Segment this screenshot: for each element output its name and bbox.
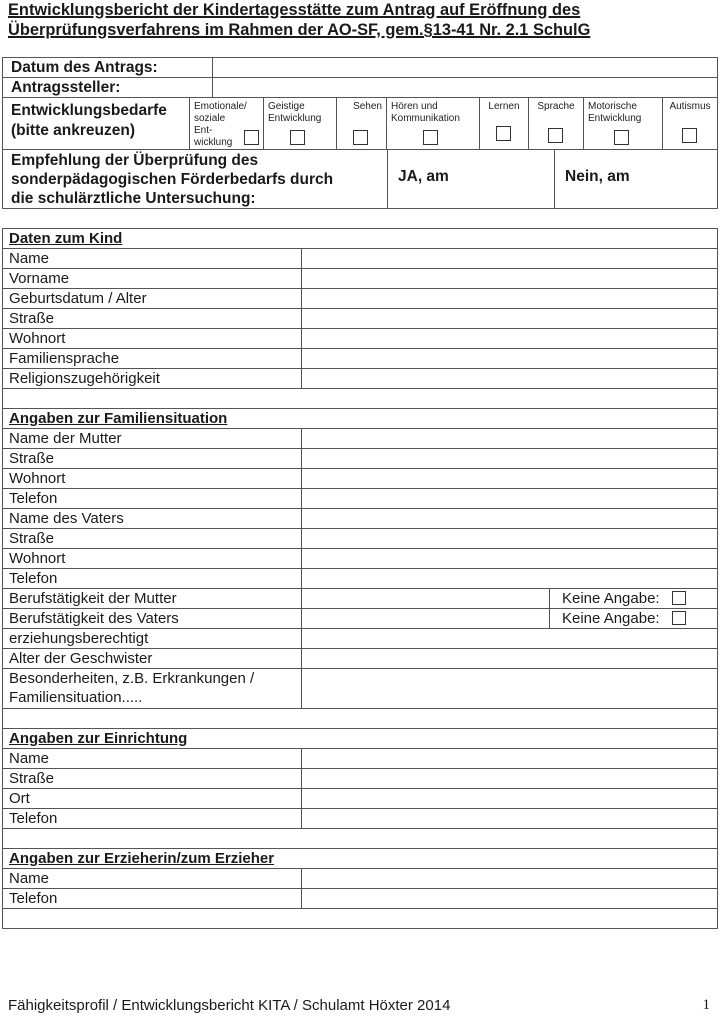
field-label: Name der Mutter [9,430,122,447]
application-header-table [2,57,718,209]
form-row [3,469,717,489]
form-row [3,529,717,549]
field-input[interactable] [301,669,717,708]
needs-label-line-1: Entwicklungsbedarfe [11,102,167,119]
form-row [3,489,717,509]
field-input[interactable] [301,489,717,508]
spacer-row [3,829,717,849]
section-heading: Angaben zur Einrichtung [9,730,188,747]
form-row [3,569,717,589]
field-label: Name des Vaters [9,510,124,527]
need-emotional-social [189,98,263,149]
checkbox-hearing-communication[interactable] [423,130,438,145]
recommendation-line-1: Empfehlung der Überprüfung des [11,152,259,169]
field-label: Name [9,870,50,887]
recommendation-line-2: sonderpädagogischen Förderbedarfs durch [11,171,334,188]
form-row [3,809,717,829]
need-label: Autismus [669,101,711,112]
keine-angabe-checkbox[interactable] [672,591,686,605]
form-row [3,749,717,769]
datum-label: Datum des Antrags: [11,59,158,76]
keine-angabe-label: Keine Angabe: [562,610,660,627]
field-label: Straße [9,770,55,787]
checkbox-vision[interactable] [353,130,368,145]
spacer-row [3,389,717,409]
field-input[interactable] [301,249,717,268]
recommendation-label [3,150,387,208]
page-number: 1 [702,997,710,1013]
need-language [528,98,583,149]
need-autism [662,98,717,149]
field-label: Wohnort [9,470,66,487]
field-input[interactable] [301,789,717,808]
section-heading-einrichtung [3,729,717,749]
needs-label-line-2: (bitte ankreuzen) [11,122,136,139]
form-row [3,769,717,789]
besonderheiten-line-2: Familiensituation..... [9,689,143,706]
need-label: Sehen [353,101,382,112]
document-title [8,0,590,40]
checkbox-motor[interactable] [614,130,629,145]
need-motor [583,98,662,149]
spacer-row [3,909,717,929]
field-label: Name [9,750,50,767]
form-row [3,269,717,289]
checkbox-cognitive[interactable] [290,130,305,145]
field-input[interactable] [301,629,717,648]
form-row [3,249,717,269]
row-recommendation [3,150,717,208]
form-row [3,869,717,889]
need-learning [479,98,528,149]
datum-field[interactable] [212,58,717,77]
section-heading-familie [3,409,717,429]
form-row [3,649,717,669]
antragsteller-label: Antragssteller: [11,79,121,96]
field-input[interactable] [301,889,717,908]
spacer-row [3,709,717,729]
row-antragsteller [3,78,717,98]
field-input[interactable] [301,769,717,788]
title-line-1: Entwicklungsbericht der Kindertagesstätte zum Antrag auf Eröffnung des [8,1,581,19]
need-label: Geistige Entwicklung [268,101,322,124]
field-input[interactable] [301,269,717,288]
need-label: Emotionale/ soziale Ent-wicklung [194,101,247,148]
field-input[interactable] [301,349,717,368]
field-input[interactable] [301,809,717,828]
field-input[interactable] [301,369,717,388]
field-input[interactable] [301,449,717,468]
form-row [3,289,717,309]
footer-text: Fähigkeitsprofil / Entwicklungsbericht KITA / Schulamt Höxter 2014 [8,997,451,1014]
field-input[interactable] [301,589,547,608]
field-label: Telefon [9,810,58,827]
field-input[interactable] [301,329,717,348]
field-label: Vorname [9,270,70,287]
form-row-besonderheiten [3,669,717,709]
form-row [3,349,717,369]
field-label: Religionszugehörigkeit [9,370,160,387]
need-label: Lernen [488,101,520,112]
keine-angabe-option [549,609,717,628]
field-label: Berufstätigkeit des Vaters [9,610,179,627]
checkbox-language[interactable] [548,128,563,143]
checkbox-emotional-social[interactable] [244,130,259,145]
form-row [3,449,717,469]
form-row [3,549,717,569]
field-input[interactable] [301,309,717,328]
field-input[interactable] [301,509,717,528]
form-row [3,369,717,389]
field-label: Familiensprache [9,350,120,367]
field-label: Wohnort [9,330,66,347]
antragsteller-field[interactable] [212,78,717,97]
form-row [3,329,717,349]
row-entwicklungsbedarfe [3,98,717,150]
field-input[interactable] [301,869,717,888]
keine-angabe-option [549,589,717,608]
title-line-2: Überprüfungsverfahrens im Rahmen der AO-SF, gem.§13-41 Nr. 2.1 SchulG [8,21,591,39]
need-label: Sprache [537,101,575,112]
field-input[interactable] [301,749,717,768]
form-row [3,509,717,529]
need-hearing-communication [386,98,479,149]
form-row [3,789,717,809]
keine-angabe-checkbox[interactable] [672,611,686,625]
recommendation-line-3: die schulärztliche Untersuchung: [11,190,256,207]
form-row [3,429,717,449]
field-label: Telefon [9,490,58,507]
field-label: erziehungsberechtigt [9,630,149,647]
recommendation-nein-field[interactable]: Nein, am [554,150,717,208]
field-input[interactable] [301,529,717,548]
section-heading: Daten zum Kind [9,230,123,247]
field-label [9,669,254,707]
checkbox-autism[interactable] [682,128,697,143]
field-label: Name [9,250,50,267]
form-row [3,309,717,329]
field-label: Berufstätigkeit der Mutter [9,590,177,607]
form-row [3,589,717,609]
field-label: Ort [9,790,30,807]
section-heading: Angaben zur Familiensituation [9,410,228,427]
field-label: Telefon [9,570,58,587]
field-input[interactable] [301,549,717,568]
field-label: Wohnort [9,550,66,567]
form-row [3,629,717,649]
need-label: Hören und Kommunikation [391,101,460,124]
field-input[interactable] [301,649,717,668]
besonderheiten-line-1: Besonderheiten, z.B. Erkrankungen / [9,670,255,687]
field-label: Telefon [9,890,58,907]
section-heading-erzieher [3,849,717,869]
section-heading: Angaben zur Erzieherin/zum Erzieher [9,850,275,867]
need-cognitive [263,98,336,149]
section-heading-kind [3,229,717,249]
field-input[interactable] [301,429,717,448]
needs-label [3,98,189,149]
field-input[interactable] [301,469,717,488]
field-input[interactable] [301,609,547,628]
need-label: Motorische Entwicklung [588,101,642,124]
child-data-form [2,228,718,929]
form-row [3,889,717,909]
field-label: Straße [9,530,55,547]
form-row [3,609,717,629]
row-datum [3,58,717,78]
keine-angabe-label: Keine Angabe: [562,590,660,607]
field-label: Straße [9,450,55,467]
field-input[interactable] [301,289,717,308]
field-label: Alter der Geschwister [9,650,153,667]
field-input[interactable] [301,569,717,588]
field-label: Geburtsdatum / Alter [9,290,147,307]
need-vision [336,98,386,149]
checkbox-learning[interactable] [496,126,511,141]
recommendation-ja-field[interactable]: JA, am [387,150,554,208]
field-label: Straße [9,310,55,327]
